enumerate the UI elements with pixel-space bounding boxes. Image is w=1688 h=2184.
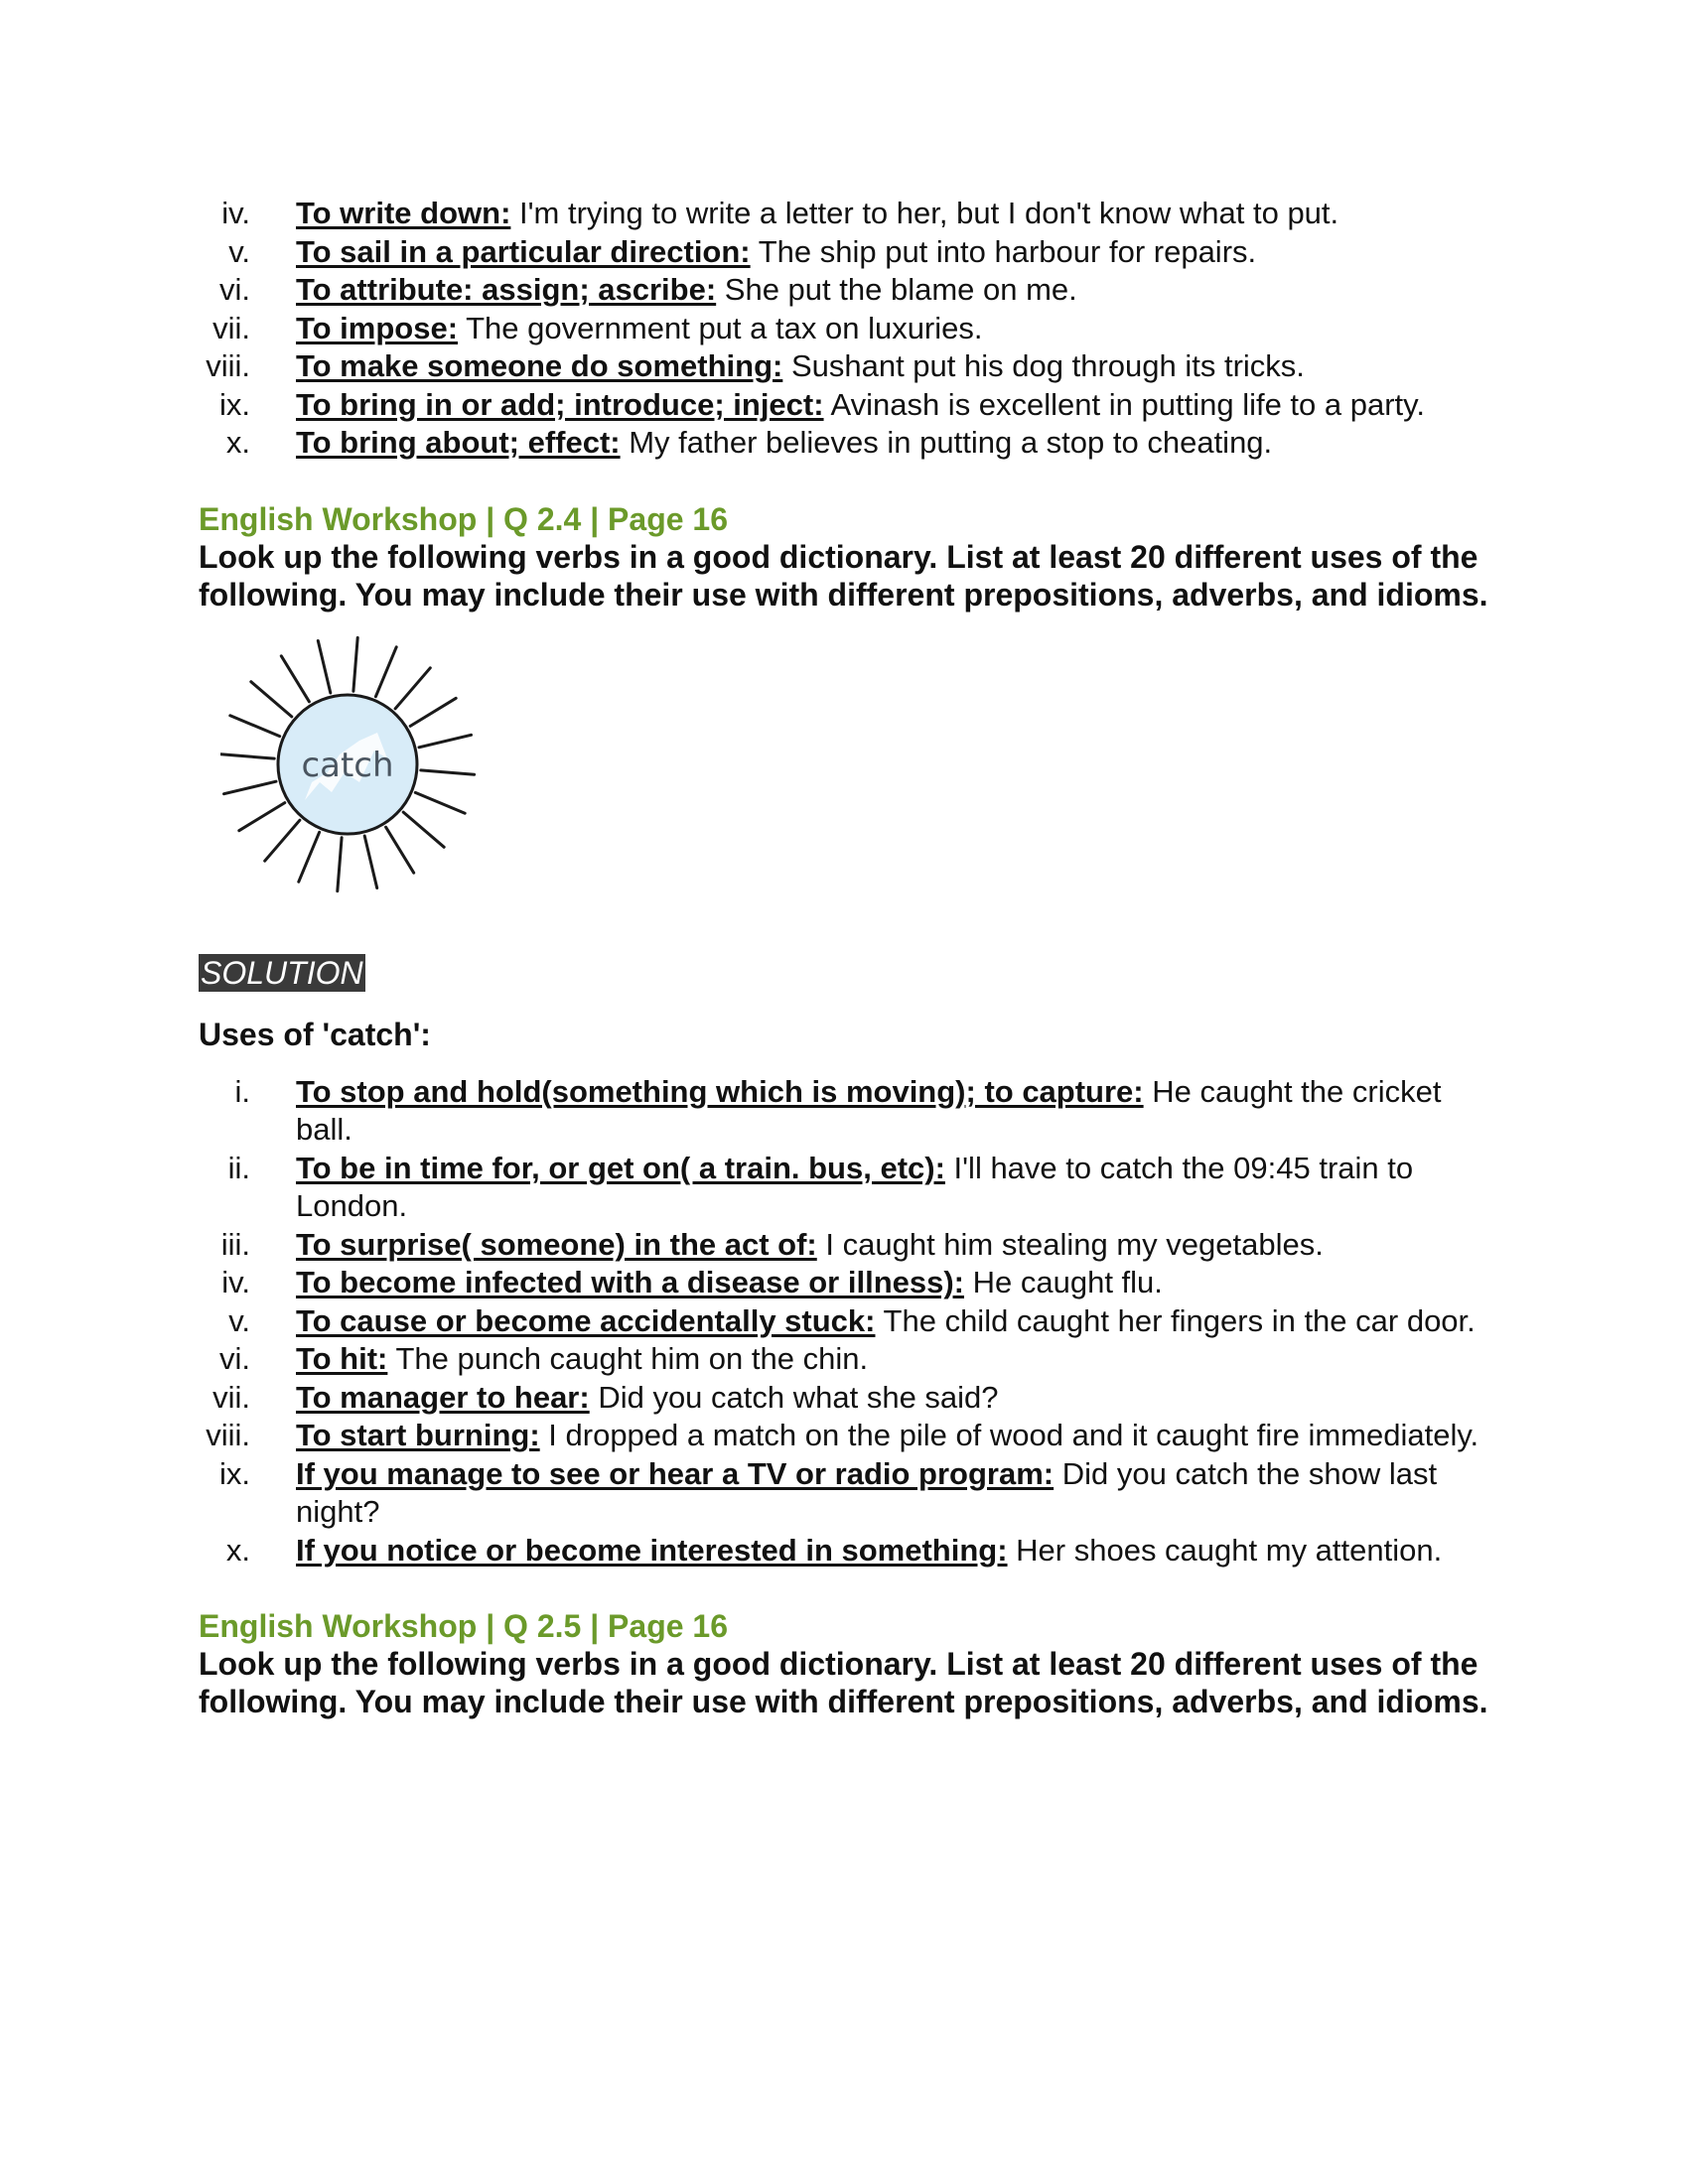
list-numeral: iv. xyxy=(221,1265,250,1299)
list-numeral: ix. xyxy=(219,386,250,422)
list-item xyxy=(199,1264,1489,1302)
diagram-ray xyxy=(364,836,377,888)
list-item xyxy=(199,1073,1489,1150)
list-item xyxy=(199,1226,1489,1265)
definition-term: To cause or become accidentally stuck: xyxy=(296,1302,876,1338)
diagram-ray xyxy=(375,646,396,696)
question-text: Look up the following verbs in a good dictionary. List at least 20 different uses of the following. You may include their use with different prepositions, adverbs, and idioms. xyxy=(199,538,1488,613)
definition-term: To sail in a particular direction: xyxy=(296,233,751,269)
list-item xyxy=(199,347,1489,386)
diagram-ray xyxy=(421,769,475,773)
example-sentence: Sushant put his dog through its tricks. xyxy=(782,348,1305,383)
list-numeral: vii. xyxy=(212,1379,250,1415)
example-sentence: He caught flu. xyxy=(964,1265,1163,1299)
definition-term: To bring in or add; introduce; inject: xyxy=(296,386,824,422)
diagram-ray xyxy=(415,792,465,813)
diagram-ray xyxy=(318,640,331,693)
list-item xyxy=(199,1417,1489,1455)
catch-uses-list xyxy=(199,1073,1489,1570)
example-sentence: Avinash is excellent in putting life to a party. xyxy=(823,386,1425,422)
definition-term: To start burning: xyxy=(296,1418,540,1452)
list-numeral: iv. xyxy=(221,196,250,230)
list-item xyxy=(199,1340,1489,1379)
definition-term: To impose: xyxy=(296,310,459,345)
diagram-ray xyxy=(419,735,472,748)
list-item xyxy=(199,1302,1489,1341)
list-numeral: viii. xyxy=(206,1418,250,1452)
diagram-ray xyxy=(265,820,300,861)
diagram-ray xyxy=(224,781,277,794)
list-item xyxy=(199,386,1489,425)
list-item xyxy=(199,195,1489,233)
section-heading: English Workshop | Q 2.4 | Page 16 xyxy=(199,500,729,537)
list-numeral: i. xyxy=(234,1073,250,1109)
sunburst-diagram xyxy=(220,633,479,896)
example-sentence: Did you catch the show last night? xyxy=(296,1455,1438,1529)
diagram-ray xyxy=(386,827,414,873)
example-sentence: The child caught her fingers in the car door. xyxy=(875,1302,1476,1338)
example-sentence: Did you catch what she said? xyxy=(589,1379,999,1415)
definition-term: To become infected with a disease or illness): xyxy=(296,1265,964,1299)
diagram-ray xyxy=(395,667,430,708)
definition-term: To surprise( someone) in the act of: xyxy=(296,1226,817,1262)
diagram-ray xyxy=(239,802,285,830)
list-numeral: x. xyxy=(225,1532,250,1568)
definition-term: If you manage to see or hear a TV or radio program: xyxy=(296,1455,1055,1491)
definition-term: To manager to hear: xyxy=(296,1379,590,1415)
example-sentence: The ship put into harbour for repairs. xyxy=(750,233,1257,269)
definition-term: To attribute: assign; ascribe: xyxy=(296,272,717,307)
diagram-ray xyxy=(353,637,357,691)
list-item xyxy=(199,1379,1489,1418)
diagram-ray xyxy=(403,812,444,847)
list-item xyxy=(199,1532,1489,1570)
list-numeral: ii. xyxy=(227,1150,250,1185)
list-item xyxy=(199,233,1489,272)
catch-word-web-figure xyxy=(220,633,479,896)
list-numeral: ix. xyxy=(219,1455,250,1491)
section-heading: English Workshop | Q 2.5 | Page 16 xyxy=(199,1608,729,1644)
diagram-ray xyxy=(251,681,292,716)
solution-label: SOLUTION xyxy=(201,954,363,991)
diagram-ray xyxy=(230,715,280,736)
diagram-ray xyxy=(299,832,320,882)
example-sentence: He caught the cricket ball. xyxy=(296,1073,1442,1147)
definition-term: To be in time for, or get on( a train. bus, etc): xyxy=(296,1150,945,1185)
definition-term: If you notice or become interested in something: xyxy=(296,1532,1008,1568)
definition-term: To make someone do something: xyxy=(296,348,783,383)
example-sentence: The government put a tax on luxuries. xyxy=(458,310,983,345)
definition-term: To hit: xyxy=(296,1341,388,1376)
list-numeral: v. xyxy=(228,1302,250,1338)
list-numeral: x. xyxy=(225,425,250,460)
example-sentence: I'm trying to write a letter to her, but I don't know what to put. xyxy=(510,196,1339,230)
list-numeral: vii. xyxy=(212,310,250,345)
diagram-ray xyxy=(338,837,342,890)
list-numeral: v. xyxy=(228,233,250,269)
example-sentence: The punch caught him on the chin. xyxy=(387,1341,869,1376)
list-item xyxy=(199,1455,1489,1532)
definition-term: To stop and hold(something which is moving); to capture: xyxy=(296,1073,1144,1109)
list-numeral: vi. xyxy=(219,1341,250,1376)
list-item xyxy=(199,1150,1489,1226)
question-text: Look up the following verbs in a good dictionary. List at least 20 different uses of the following. You may include their use with different prepositions, adverbs, and idioms. xyxy=(199,1646,1488,1719)
document-page xyxy=(199,195,1489,1720)
definition-term: To bring about; effect: xyxy=(296,425,621,460)
example-sentence: My father believes in putting a stop to cheating. xyxy=(620,425,1273,460)
diagram-center-word: catch xyxy=(301,745,394,785)
definition-term: To write down: xyxy=(296,196,511,230)
diagram-ray xyxy=(410,698,456,726)
uses-title: Uses of 'catch': xyxy=(199,1016,431,1052)
example-sentence: Her shoes caught my attention. xyxy=(1007,1532,1443,1568)
example-sentence: She put the blame on me. xyxy=(716,272,1077,307)
diagram-ray xyxy=(220,753,274,757)
list-numeral: viii. xyxy=(206,348,250,383)
example-sentence: I'll have to catch the 09:45 train to London. xyxy=(296,1150,1414,1223)
list-item xyxy=(199,424,1489,463)
list-item xyxy=(199,271,1489,310)
diagram-ray xyxy=(281,655,309,701)
list-numeral: vi. xyxy=(219,272,250,307)
list-item xyxy=(199,310,1489,348)
list-numeral: iii. xyxy=(220,1226,250,1262)
example-sentence: I caught him stealing my vegetables. xyxy=(816,1226,1324,1262)
put-uses-list xyxy=(199,195,1489,463)
example-sentence: I dropped a match on the pile of wood and it caught fire immediately. xyxy=(539,1418,1479,1452)
